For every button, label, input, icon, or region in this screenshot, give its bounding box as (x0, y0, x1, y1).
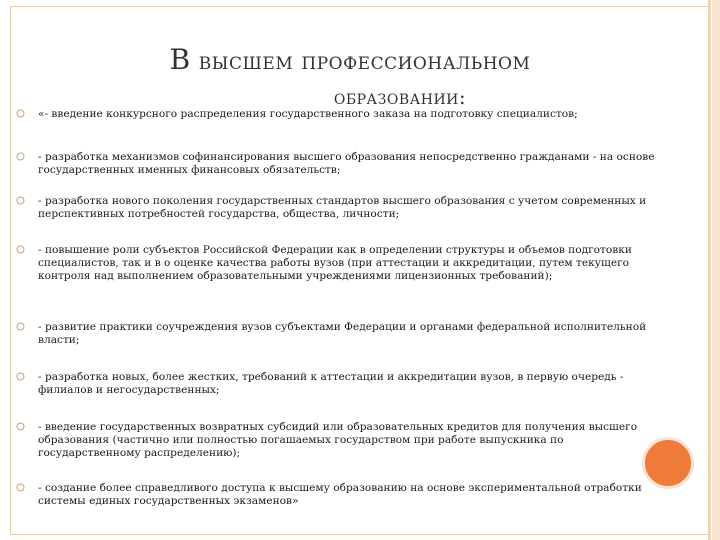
list-item-text: - создание более справедливого доступа к высшему образованию на основе экспериментальной отработки системы единых государственных экзаменов» (38, 482, 642, 507)
list-item-text: - разработка нового поколения государственных стандартов высшего образования с учетом современных и перспективных потребностей государства, общества, личности; (38, 195, 647, 220)
slide-title (70, 42, 630, 115)
bullet-icon (16, 245, 25, 254)
bullet-icon (16, 483, 25, 492)
bullet-icon (16, 109, 25, 118)
list-item-text: - разработка механизмов софинансирования высшего образования непосредственно гражданами - на основе государственных именных финансовых обязательств; (38, 151, 655, 176)
title-initial: В (169, 43, 191, 76)
list-item-text: - разработка новых, более жестких, требований к аттестации и аккредитации вузов, в первую очередь - филиалов и негосударственных; (38, 371, 624, 396)
accent-stripe (708, 0, 711, 540)
decorative-circle (642, 437, 694, 489)
bullet-icon (16, 422, 25, 431)
list-item-text: - развитие практики соучреждения вузов субъектами Федерации и органами федеральной исполнительной власти; (38, 321, 647, 346)
list-item-text: - повышение роли субъектов Российской Федерации как в определении структуры и объемов подготовки специалистов, так и в о оценке качества работы вузов (при аттестации и аккредитации, путем текущего контроля над выполнением образовательными учреждениями лицензионных требований); (38, 244, 632, 282)
title-line-1 (70, 42, 630, 79)
title-line-2: образовании: (333, 85, 467, 109)
accent-bar (712, 0, 720, 540)
bullet-icon (16, 372, 25, 381)
title-line-1-rest: высшем профессиональном (190, 47, 531, 75)
bullet-icon (16, 152, 25, 161)
list-item-text: «- введение конкурсного распределения государственного заказа на подготовку специалистов; (38, 108, 578, 120)
bullet-icon (16, 196, 25, 205)
list-item-text: - введение государственных возвратных субсидий или образовательных кредитов для получения высшего образования (частично или полностью погашаемых государством при работе выпускника по государственному распределению); (38, 421, 638, 459)
bullet-icon (16, 322, 25, 331)
